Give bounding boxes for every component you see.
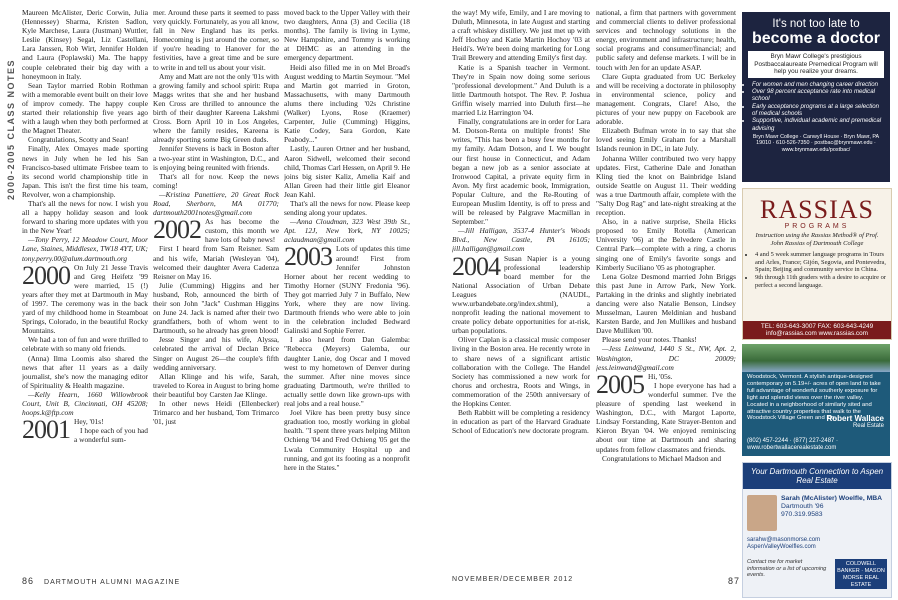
rassias-programs: PROGRAMS: [784, 223, 850, 230]
paragraph: Lena Golze Desmond married John Briggs this past June in Arrow Park, New York. Partaking in the drinks and slightly inebriated dancing were also Natalie Benson, Lindsey Musselman, Lauren Meldinian and husband Karsten Barde, and Jen Mullikes and husband Dave Mulliken '00.: [596, 271, 736, 336]
ad-bullets: [743, 251, 891, 289]
rassias-logo: RASSIAS: [760, 195, 874, 224]
paragraph: I hope each of you had a wonderful sum-: [74, 426, 148, 445]
page-number-right: 87: [727, 576, 740, 586]
paragraph: Hey, '01s!: [74, 417, 104, 427]
ad-bullet: • Supportive, individual academic and premedical advising: [752, 117, 885, 132]
paragraph: (Anna) Ilma Loomis also shared the news that after 11 years as a daily journalist, she's now the managing editor of Spirituality & Health magazine.: [22, 353, 148, 390]
paragraph: Please send your notes. Thanks!: [602, 335, 697, 345]
paragraph: Elizabeth Bufman wrote in to say that she loved seeing Emily Graham for a Marshall Islands reunion in DC, in late July.: [596, 126, 736, 154]
aspen-real-estate-ad[interactable]: [742, 462, 892, 598]
ad-box: Bryn Mawr College's prestigious Postbaccalaureate Premedical Program will help you realize your dreams.: [748, 51, 884, 78]
magazine-title-left: DARTMOUTH ALUMNI MAGAZINE: [44, 579, 181, 586]
signature: —Kristina Panettiere, 20 Great Rock Road, Sherborn, MA 01770; dartmouth2001notes@gmail.com: [153, 189, 279, 218]
ads-column: [742, 0, 892, 600]
agent-contact[interactable]: sarahw@masonmorse.com AspenValleyWoelfles.com: [747, 537, 821, 550]
class-year-2001: 2001: [22, 415, 70, 445]
paragraph: Katie is a Spanish teacher in Vermont. They're in Spain now doing some serious "professional development." And Duluth is a little Dartmouth hotspot. The Rev. P. Joshua Griffin wisely married into Duluth first—he married Liz Harrington '04.: [452, 62, 590, 118]
bryn-mawr-ad[interactable]: [742, 12, 890, 182]
paragraph: Joel Vikre has been pretty busy since graduation too, mostly working in global health. "I spent three years helping Milton Ochieng '04 and Fred Ochieng '05 get the Lwala Community Hospital up and running, and got its footing as a nonprofit here in the States.": [284, 408, 410, 472]
wallace-contact[interactable]: (802) 457-2244 · (877) 227-2487 · www.robertwallacerealestate.com: [747, 438, 839, 451]
coldwell-banker-logo: COLDWELL BANKER · MASON MORSE REAL ESTATE: [835, 559, 887, 589]
paragraph: Johanna Willer contributed two very happy updates. First, Catherine Dale and Jonathan Kling tied the knot on Bainbridge Island outside Seattle on August 11. Their wedding was a true Dartmouth affair, complete with the "Salty Dog Rag" and late-night streaking at the reception.: [596, 153, 736, 218]
paragraph: Finally, congratulations are in order for Lara M. Dotson-Renta on multiple fronts! She writes, "This has been a busy few months for my family. Adam Dotson, and I. We bought our first house in Connecticut, and Adam began a new job as a senior associate at Ironwood Capital, a private equity firm in Avon. My first academic book, Immigration, Popular Culture, and the Re-Routing of European Muslim Identity, is off to press and will be released by Palgrave Macmillan in September.": [452, 117, 590, 227]
rassias-ad[interactable]: [742, 188, 892, 340]
rassias-tagline: Instruction using the Rassias Method® of Prof. John Rassias of Dartmouth College: [755, 232, 879, 247]
class-year-2005: 2005: [596, 369, 644, 399]
paragraph: That's all the news for now. I wish you all a happy holiday season and look forward to sharing more updates with you in the New Year!: [22, 198, 148, 236]
paragraph: We had a ton of fun and were thrilled to celebrate with so many old friends.: [22, 335, 148, 354]
ad-headline: It's not too late to: [772, 18, 860, 30]
column-1: [22, 8, 148, 568]
paragraph: I hope everyone has had a wonderful summer. I've the pleasure of spending last weekend in Washington, D.C., with Margot Laporte, Lindsay Forstanding, Kate Strayer-Benton and Kieron Bryan '04. We enjoyed reminiscing about our time at Dartmouth and sharing updates from fellow classmates and friends.: [596, 380, 736, 454]
paragraph: Heidi also filled me in on Mel Broad's August wedding to Martin Seymour. "Mel and Martin got married in Groton, Massachusetts, with many Dartmouth alums there including '02s Christine (Walker) Lyons, Rose (Kraemer) Carpenter, Julie (Cumming) Higgins, Katie Codey, Sara Gordon, Kate Peabody...": [284, 62, 410, 145]
paragraph: Beth Rabbitt will be completing a residency in education as part of the Harvard Graduate School of Education's new doctorate program.: [452, 408, 590, 436]
column-2: [153, 8, 279, 568]
ad-headline-bold: become a doctor: [751, 30, 881, 47]
paragraph: Lots of updates this time around! First from Jennifer Johnston Horner about her recent wedding to Timothy Horner (SUNY Fredonia '96). They got married July 7 in Buffalo, New York, where they are now living. Dartmouth friends who were able to join in the celebration included Bedward Galinski and Sophie Ferrer.: [284, 244, 410, 336]
paragraph: I also heard from Dan Galemba: "Rebecca (Meyers) Galemba, our daughter Lanie, dog Oscar and I moved west to my hometown of Denver during the summer. After nine moves since graduating Dartmouth, we're thrilled to actually settle down like grown-ups with real jobs and a real house.": [284, 335, 410, 409]
property-photo: [742, 344, 890, 372]
magazine-issue-right: NOVEMBER/DECEMBER 2012: [452, 576, 574, 583]
paragraph: Oliver Caplan is a classical music composer living in the Boston area. He recently wrote in to share news of a significant artistic collaboration with the College. The Handel Society has commissioned a new work for chorus and orchestra, Roots and Wings, in commemoration of the 250th anniversary of the Hopkins Center.: [452, 335, 590, 409]
column-5: [596, 8, 736, 568]
ad-bullet: • Over 98 percent acceptance rate into medical school: [752, 88, 885, 103]
property-description: Woodstock, Vermont. A stylish antique-designed contemporary on 5.19+/- acres of open land to take full advantage of wonderful southerly exposure for light and splendid views over the river valley. Located in a neighborhood of similarly sited and attractive country properties that walk to the Woodstock Village Green and Inn.: [747, 374, 881, 422]
wallace-brand: Robert Wallace Real Estate: [826, 414, 884, 429]
paragraph: mer. Around these parts it seemed to pass very quickly. Fortunately, as you all know, fall in New England has its perks. Homecoming is just around the corner, so if you're heading to Hanover for the festivities, have a great time and be sure to write in and tell us about your visit.: [153, 8, 279, 72]
class-year-2003: 2003: [284, 242, 332, 272]
paragraph: In other news Heidi (Ellenbecker) Trimarco and her husband, Tom Trimarco '01, just: [153, 399, 279, 427]
paragraph: That's all the news for now. Please keep sending along your updates.: [284, 198, 410, 218]
paragraph: Allan Klinge and his wife, Sarah, traveled to Korea in August to bring home their beautiful boy Carsten Jae Klinge.: [153, 371, 279, 399]
paragraph: Congratulations to Michael Madson and: [602, 453, 722, 463]
ad-bullet: • For women and men changing career direction: [752, 81, 885, 88]
class-year-2002: 2002: [153, 215, 201, 245]
paragraph: Clare Gupta graduated from UC Berkeley and will be receiving a doctorate in philosophy in environmental science, policy and management. Congrats, Clare! Also, the pictures of your new puppy on Facebook are adorable.: [596, 71, 736, 127]
robert-wallace-ad[interactable]: [742, 344, 890, 456]
column-4: [452, 8, 590, 568]
page-number-left: 86: [22, 576, 35, 586]
paragraph: Maureen McAlister, Deric Corwin, Julia (Hennessey) Sharma, Kristen Sadlon, Kyle Marchese, Laura (Justman) Wuttler, Leslie (Kinsey) Segal, Liz Castellani, Lara Janssen, Rob Wirt, Jennifer Holden and Laura (Poplawski) Ma. The happy couple celebrated their big day with a honeymoon in Italy.: [22, 8, 148, 81]
agent-info: Sarah (McAlister) Woelfle, MBA Dartmouth '96 970.319.9583: [781, 495, 883, 518]
paragraph: Hi, '05s.: [648, 371, 673, 381]
paragraph: Lastly, Lauren Ortner and her husband, Aaron Sidwell, welcomed their second child, Thomas Carl Hessen, on April 9. He joins big sister Kaliz, Amelia Kaif and Allan Green had their little girl Eleanor Jean Kahl.: [284, 144, 410, 199]
aspen-headline: Your Dartmouth Connection to Aspen Real Estate: [743, 463, 891, 489]
class-year-2004: 2004: [452, 251, 500, 281]
paragraph: Sean Taylor married Robin Rothman with a memorable event built on their love of improv comedy. The happy couple started their relationship five years ago with a laugh when they both performed at the Magnet Theater.: [22, 80, 148, 136]
paragraph: Also, in a native surprise, Sheila Hicks proposed to Emily Rotella (American University '06) at the Belvedere Castle in Central Park—complete with a ring, a chorus singing one of Emily's favorite songs and Kimberly Suciliano '05 as photographer.: [596, 217, 736, 272]
footer-right: [452, 576, 740, 586]
footer-left: [22, 576, 180, 586]
signature: —Tony Perry, 12 Meadow Court, Moor Lane, Staines, Middlesex, TW18 4YT, UK; tony.perry.00@alum.dartmouth.org: [22, 235, 148, 263]
paragraph: Finally, Alex Omayes made sporting news in July when he led his San Francisco-based ultimate Frisbee team to its second world championship title in Japan. This isn't the first time his team, Revolver, won a championship.: [22, 144, 148, 199]
agent-aside: Contact me for market information or a list of upcoming events.: [747, 559, 827, 579]
paragraph: Susan Napier is a young professional leadership board member for the National Association of Urban Debate Leagues (NAUDL, www.urbandebate.org/index.shtml), a nonprofit leading the national movement to create policy debate opportunities for at-risk, urban populations.: [452, 253, 590, 336]
class-year-2000: 2000: [22, 260, 70, 290]
paragraph: moved back to the Upper Valley with their two daughters, Anna (3) and Cecilia (18 months). The family is living in Lyme, New Hampshire, and Tommy is working at DHMC as an attending in the emergency department.: [284, 8, 410, 63]
agent-photo: [747, 495, 777, 531]
rassias-contact[interactable]: TEL: 603-643-3007 FAX: 603-643-4249 info@rassias.com www.rassias.com: [743, 321, 891, 339]
ad-bullets: [742, 81, 890, 132]
paragraph: Congratulations, Scotty and Sean!: [28, 135, 129, 145]
signature: —Anna Cloudman, 323 West 39th St., Apt. 12J, New York, NY 10025; aclaudman@gmail.com: [284, 217, 410, 245]
column-3: [284, 8, 410, 568]
paragraph: As has become the custom, this month we have lots of baby news!: [205, 217, 279, 245]
signature: —Jill Halligan, 3537-4 Hunter's Woods Blvd., New Castle, PA 16105; jill.halligan@gmail.com: [452, 226, 590, 254]
class-notes-side-tab: 2000-2005 CLASS NOTES: [6, 58, 16, 200]
signature: —Jess Leinwand, 1440 S St., NW, Apt. 2, Washington, DC 20009; jess.leinwand@gmail.com: [596, 344, 736, 372]
paragraph: national, a firm that partners with government and commercial clients to deliver professional services and technology solutions in the energy, environment and infrastructure; health, social programs and consumer/financial; and public safety and defense markets. I will be in touch with Jen for an update ASAP.: [596, 8, 736, 72]
signature: —Kelly Hearn, 1660 Willowbrook Court, Unit B, Cincinnati, OH 45208; hoops.k@ftp.com: [22, 389, 148, 418]
paragraph: Jesse Singer and his wife, Alyssa, celebrated the arrival of Declan Brice Singer on August 26—the couple's fifth wedding anniversary.: [153, 335, 279, 372]
paragraph: On July 21 Jesse Travis and Greg Heifetz '99 were married, 15 (!) years after they met at Dartmouth in May of 1997. The ceremony was in the back yard of my childhood home in Steamboat Springs, Colorado, in the beautiful Rocky Mountains.: [22, 262, 148, 336]
paragraph: Julie (Cumming) Higgins and her husband, Rob, announced the birth of their son John "Jack" Cushman Higgins on June 24. Jack is named after their two grandfathers, both of whom went to Dartmouth, so he already has green blood!: [153, 280, 279, 336]
paragraph: Jennifer Stevens is back in Boston after a two-year stint in Washington, D.C., and is enjoying being reunited with friends.: [153, 144, 279, 172]
ad-bullet: • Early acceptance programs at a large selection of medical schools: [752, 103, 885, 118]
paragraph: That's all for now. Keep the news coming!: [153, 171, 279, 190]
ad-bullet: • 4 and 5 week summer language programs in Tours and Arles, France; Gijón, Segovia, and Pontevedra, Spain; Beijing and community service in China.: [755, 251, 887, 274]
ad-bullet: • 9th through 11th graders with a desire to acquire or perfect a second language.: [755, 274, 887, 289]
ad-contact[interactable]: Bryn Mawr College · Canwyll House · Bryn Mawr, PA 19010 · 610-526-7350 · postbac@brynmawr.edu · www.brynmawr.edu/postbac/: [752, 133, 880, 153]
paragraph: Amy and Matt are not the only '01s with a growing family and school spirit: Rupa Maggs writes that she and her husband Ken Cross are thrilled to announce the birth of their daughter Kareena Lakshmi Cross. Born April 10 in Los Angeles, where the family resides, Kareena is already sporting some Big Green duds.: [153, 71, 279, 145]
paragraph: the way! My wife, Emily, and I are moving to Duluth, Minnesota, in late August and starting a craft whiskey distillery. We just met up with Jeff Hochoy and Katie Martin Hochoy '03 at Heidi's. We're been doing marketing for Long Trail Brewery and attending Emily's first day.: [452, 8, 590, 63]
paragraph: First I heard from Sam Reisner. Sam and his wife, Mariah (Wesleyan '04), welcomed their daughter Avera Cadenza Reisner on May 16.: [153, 244, 279, 281]
